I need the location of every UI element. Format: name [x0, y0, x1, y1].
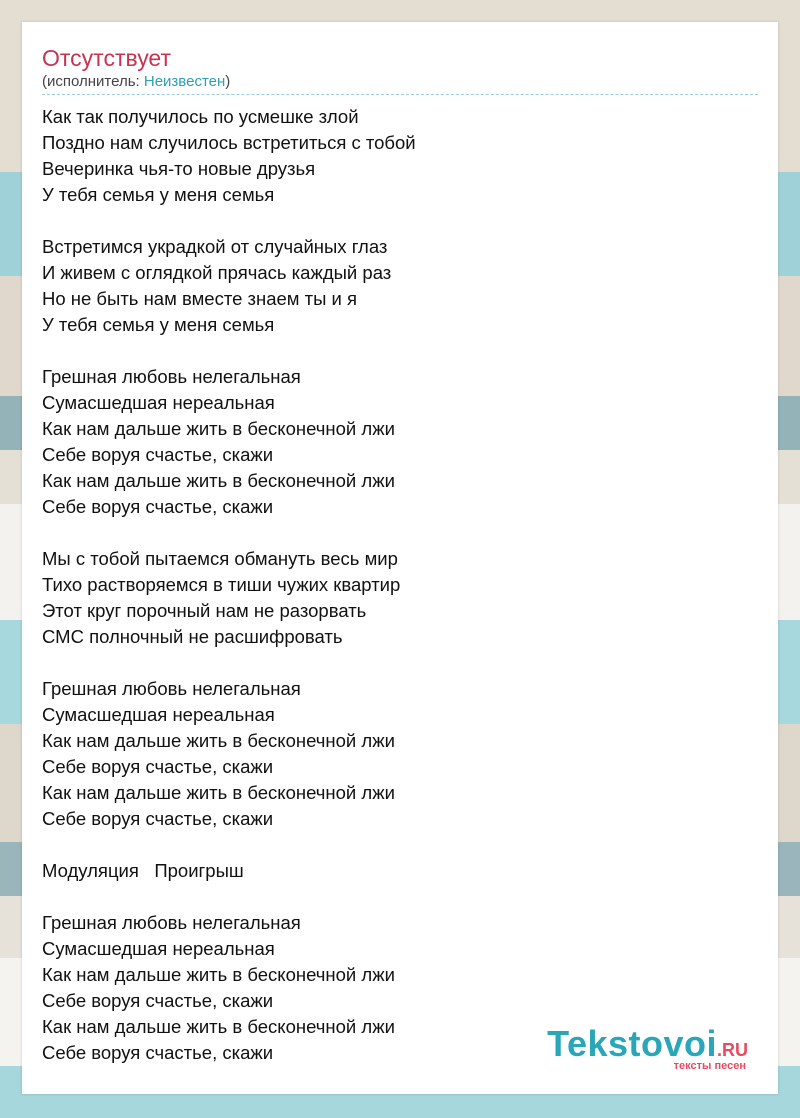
lyric-line: Как нам дальше жить в бесконечной лжи	[42, 470, 395, 491]
dashed-divider	[42, 94, 758, 95]
lyric-line: Этот круг порочный нам не разорвать	[42, 600, 367, 621]
lyrics-stanza	[42, 234, 758, 338]
artist-link[interactable]: Неизвестен	[143, 73, 226, 90]
lyric-line: Встретимся украдкой от случайных глаз	[42, 236, 388, 257]
lyric-line: Сумасшедшая нереальная	[42, 938, 275, 959]
lyric-line: Себе воруя счастье, скажи	[42, 496, 274, 517]
lyrics-stanza	[42, 546, 758, 650]
logo-tld: .RU	[717, 1040, 748, 1060]
lyric-line: Как нам дальше жить в бесконечной лжи	[42, 964, 395, 985]
lyrics-stanza	[42, 364, 758, 520]
lyric-line: У тебя семья у меня семья	[42, 184, 275, 205]
lyric-line: Грешная любовь нелегальная	[42, 678, 301, 699]
lyric-line: СМС полночный не расшифровать	[42, 626, 343, 647]
lyric-line: Сумасшедшая нереальная	[42, 392, 275, 413]
lyrics-stanza	[42, 104, 758, 208]
lyric-line: Себе воруя счастье, скажи	[42, 990, 274, 1011]
lyric-line: Себе воруя счастье, скажи	[42, 756, 274, 777]
lyric-line: Как нам дальше жить в бесконечной лжи	[42, 782, 395, 803]
lyrics-body	[42, 104, 758, 1092]
site-logo[interactable]	[547, 1023, 748, 1072]
logo-tagline: тексты песен	[673, 1060, 746, 1072]
lyric-line: И живем с оглядкой прячась каждый раз	[42, 262, 392, 283]
lyric-line: Себе воруя счастье, скажи	[42, 808, 274, 829]
artist-suffix: )	[225, 73, 231, 90]
lyric-line: Но не быть нам вместе знаем ты и я	[42, 288, 358, 309]
lyric-line: Грешная любовь нелегальная	[42, 366, 301, 387]
lyrics-stanza	[42, 676, 758, 832]
lyrics-stanza	[42, 858, 758, 884]
artist-line	[42, 72, 230, 92]
song-title: Отсутствует	[42, 45, 171, 71]
lyric-line: Поздно нам случилось встретиться с тобой	[42, 132, 416, 153]
lyric-line: Вечеринка чья-то новые друзья	[42, 158, 316, 179]
lyric-line: Себе воруя счастье, скажи	[42, 444, 274, 465]
lyric-line: Как нам дальше жить в бесконечной лжи	[42, 1016, 395, 1037]
lyric-line: Как так получилось по усмешке злой	[42, 106, 359, 127]
lyric-line: У тебя семья у меня семья	[42, 314, 275, 335]
lyric-line: Как нам дальше жить в бесконечной лжи	[42, 730, 395, 751]
lyric-line: Модуляция Проигрыш	[42, 860, 244, 881]
lyric-line: Себе воруя счастье, скажи	[42, 1042, 274, 1063]
logo-name: Tekstovoi	[547, 1023, 717, 1064]
lyric-line: Как нам дальше жить в бесконечной лжи	[42, 418, 395, 439]
lyrics-sheet	[22, 22, 778, 1094]
lyric-line: Сумасшедшая нереальная	[42, 704, 275, 725]
artist-prefix: (исполнитель:	[42, 73, 144, 90]
lyric-line: Тихо растворяемся в тиши чужих квартир	[42, 574, 401, 595]
lyric-line: Мы с тобой пытаемся обмануть весь мир	[42, 548, 398, 569]
lyric-line: Грешная любовь нелегальная	[42, 912, 301, 933]
